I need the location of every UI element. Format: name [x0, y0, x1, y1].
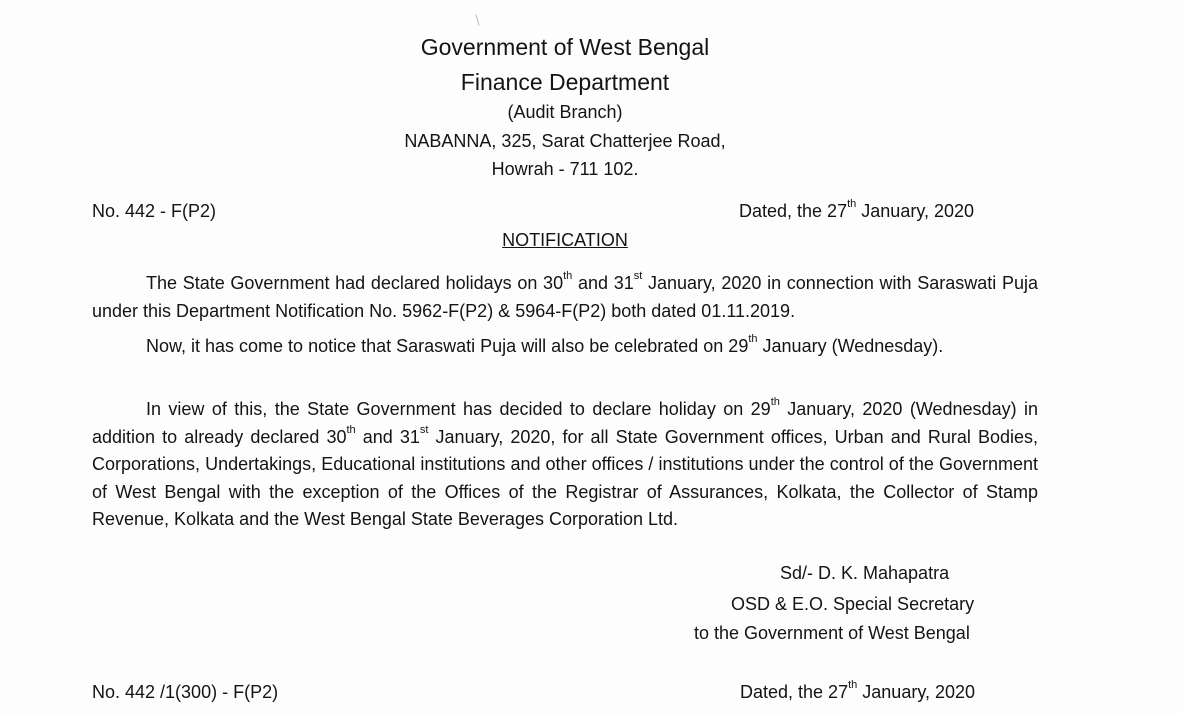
paragraph-3: In view of this, the State Government has decided to declare holiday on 29th January, 2020 (Wednesday) in addition to already declared 30th and 31st January, 2020, for all State Government offices, Urban and Rural Bodies, Corporations, Undertakings, Educational institutions and other offices / institutions under the control of the Government of West Bengal with the exception of the Offices of the Registrar of Assurances, Kolkata, the Collector of Stamp Revenue, Kolkata and the West Bengal State Beverages Corporation Ltd. [92, 396, 1038, 529]
header-branch: (Audit Branch) [507, 102, 623, 122]
memo-number: No. 442 /1(300) - F(P2) [92, 682, 279, 702]
paragraph-2: Now, it has come to notice that Saraswati Puja will also be celebrated on 29th January (Wednesday). [146, 333, 944, 356]
signature-office: to the Government of West Bengal [694, 623, 970, 643]
header-address: NABANNA, 325, Sarat Chatterjee Road, [404, 131, 726, 151]
memo-date: Dated, the 27th January, 2020 [740, 679, 976, 702]
header-city: Howrah - 711 102. [491, 159, 639, 179]
reference-date: Dated, the 27th January, 2020 [739, 198, 975, 221]
scan-mark [475, 14, 479, 26]
notification-title: NOTIFICATION [502, 230, 628, 250]
header-department: Finance Department [460, 69, 670, 95]
header-government: Government of West Bengal [420, 34, 710, 60]
paragraph-1: The State Government had declared holidays on 30th and 31st January, 2020 in connection with Saraswati Puja under this Department Notification No. 5962-F(P2) & 5964-F(P2) both dated 01.11.2019. [92, 270, 1038, 321]
reference-number: No. 442 - F(P2) [92, 201, 217, 221]
signature-name: Sd/- D. K. Mahapatra [780, 563, 950, 583]
signature-designation: OSD & E.O. Special Secretary [731, 594, 975, 614]
